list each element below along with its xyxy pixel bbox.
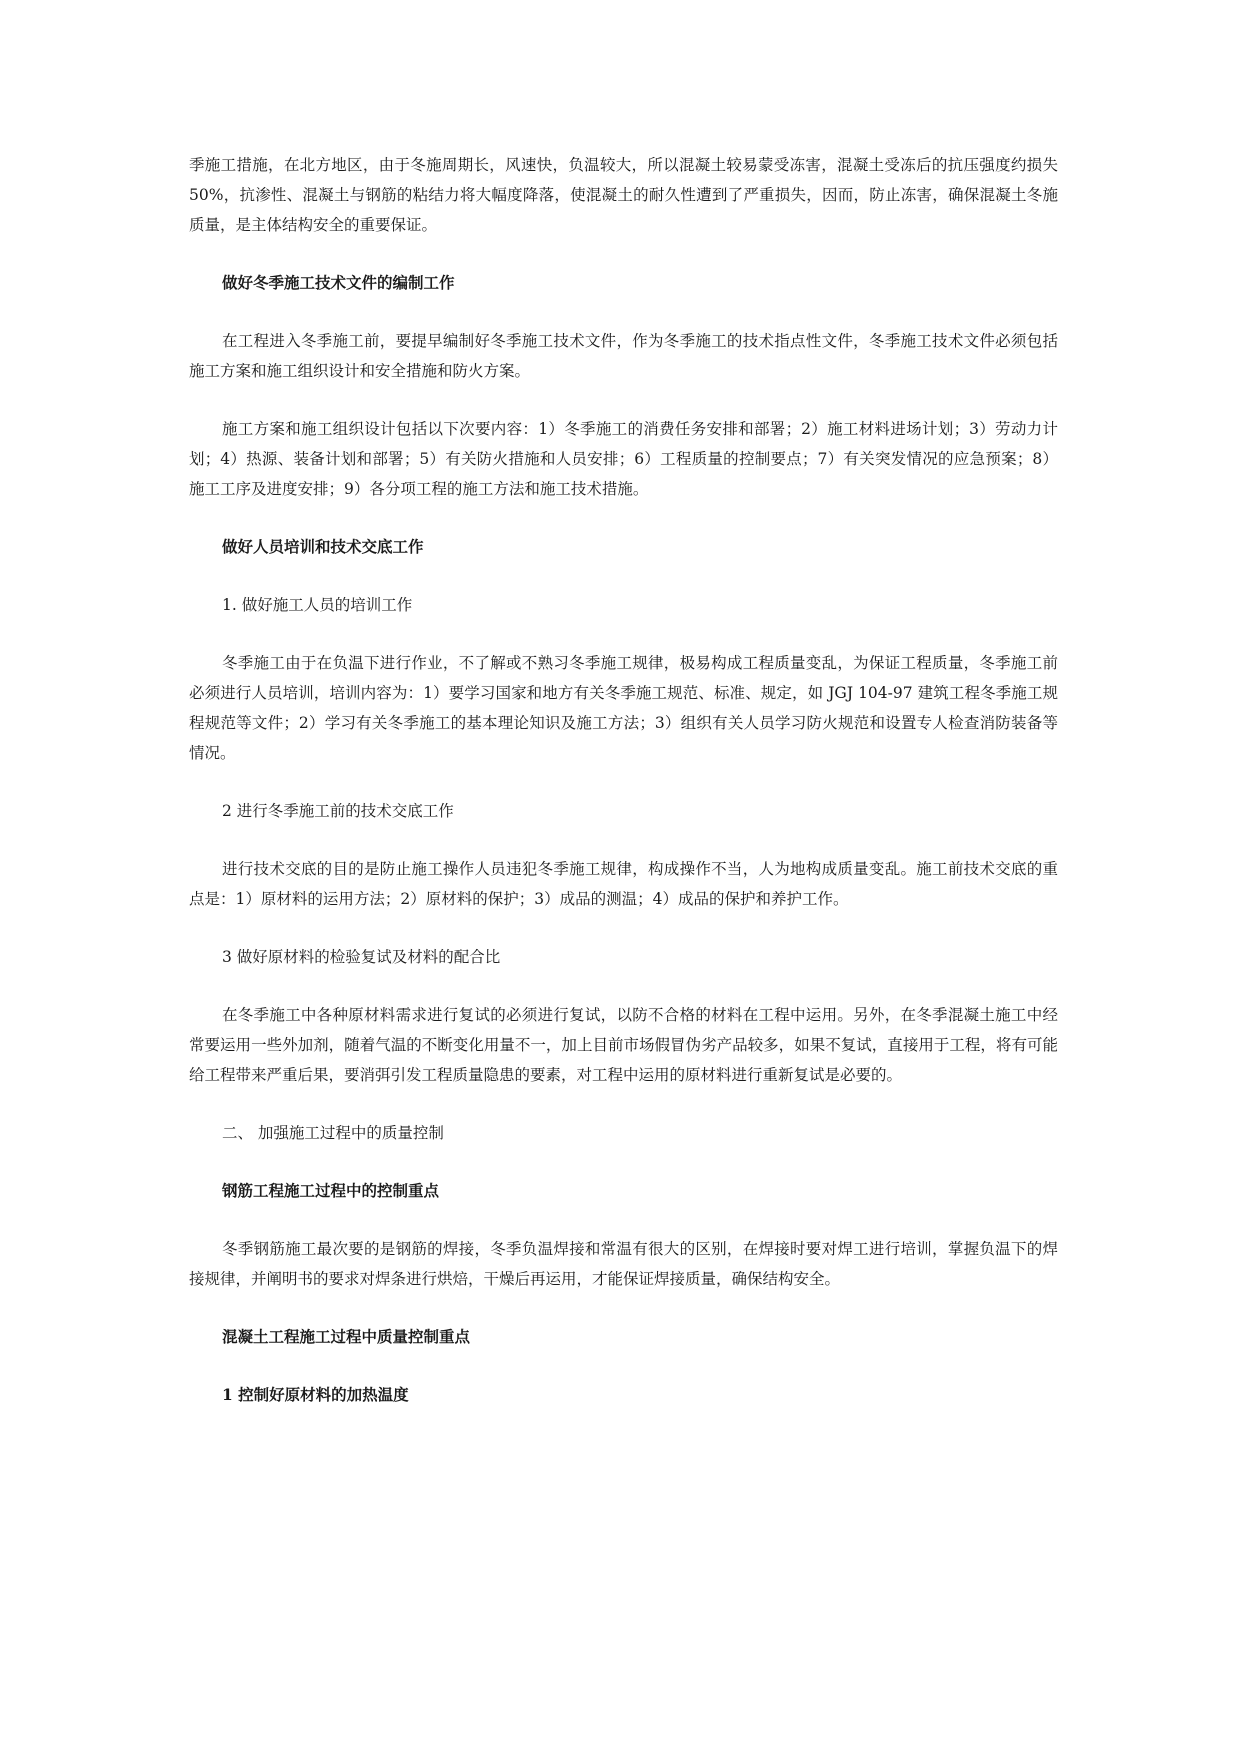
heading-heating: 1 控制好原材料的加热温度 (222, 1385, 409, 1404)
section-heading-quality-control: 二、 加强施工过程中的质量控制 (222, 1124, 444, 1142)
paragraph-disclosure: 进行技术交底的目的是防止施工操作人员违犯冬季施工规律，构成操作不当，人为地构成质量变乱。施工前技术交底的重点是：1）原材料的运用方法；2）原材料的保护；3）成品的测温；4）成品的保护和养护工作。 (189, 860, 1058, 908)
heading-training: 做好人员培训和技术交底工作 (222, 537, 424, 556)
heading-rebar: 钢筋工程施工过程中的控制重点 (222, 1181, 440, 1200)
paragraph-intro: 季施工措施，在北方地区，由于冬施周期长，风速快，负温较大，所以混凝土较易蒙受冻害，混凝土受冻后的抗压强度约损失 50%，抗渗性、混凝土与钢筋的粘结力将大幅度降落，使混凝土的耐久性遭到了严重损失，因而，防止冻害，确保混凝土冬施质量，是主体结构安全的重要保证。 (189, 156, 1058, 234)
paragraph-materials: 在冬季施工中各种原材料需求进行复试的必须进行复试，以防不合格的材料在工程中运用。另外，在冬季混凝土施工中经常要运用一些外加剂，随着气温的不断变化用量不一，加上目前市场假冒伪劣产品较多，如果不复试，直接用于工程，将有可能给工程带来严重后果，要消弭引发工程质量隐患的要素，对工程中运用的原材料进行重新复试是必要的。 (189, 1006, 1058, 1084)
heading-tech-docs: 做好冬季施工技术文件的编制工作 (222, 273, 455, 292)
paragraph-rebar: 冬季钢筋施工最次要的是钢筋的焊接，冬季负温焊接和常温有很大的区别，在焊接时要对焊工进行培训，掌握负温下的焊接规律，并阐明书的要求对焊条进行烘焙，干燥后再运用，才能保证焊接质量，确保结构安全。 (189, 1240, 1058, 1288)
paragraph-tech-docs-2: 施工方案和施工组织设计包括以下次要内容：1）冬季施工的消费任务安排和部署；2）施工材料进场计划；3）劳动力计划；4）热源、装备计划和部署；5）有关防火措施和人员安排；6）工程质量的控制要点；7）有关突发情况的应急预案；8）施工工序及进度安排；9）各分项工程的施工方法和施工技术措施。 (189, 420, 1058, 498)
paragraph-training: 冬季施工由于在负温下进行作业，不了解或不熟习冬季施工规律，极易构成工程质量变乱，为保证工程质量，冬季施工前必须进行人员培训，培训内容为：1）要学习国家和地方有关冬季施工规范、标准、规定，如 JGJ 104-97 建筑工程冬季施工规程规范等文件；2）学习有关冬季施工的基本理论知识及施工方法；3）组织有关人员学习防火规范和设置专人检查消防装备等情况。 (189, 654, 1058, 762)
heading-concrete: 混凝土工程施工过程中质量控制重点 (222, 1327, 471, 1346)
list-item-training: 1. 做好施工人员的培训工作 (222, 596, 413, 614)
paragraph-tech-docs-1: 在工程进入冬季施工前，要提早编制好冬季施工技术文件，作为冬季施工的技术指点性文件，冬季施工技术文件必须包括施工方案和施工组织设计和安全措施和防火方案。 (189, 332, 1058, 380)
document-page (189, 150, 1058, 1410)
list-item-disclosure: 2 进行冬季施工前的技术交底工作 (222, 802, 454, 820)
list-item-materials: 3 做好原材料的检验复试及材料的配合比 (222, 948, 501, 966)
